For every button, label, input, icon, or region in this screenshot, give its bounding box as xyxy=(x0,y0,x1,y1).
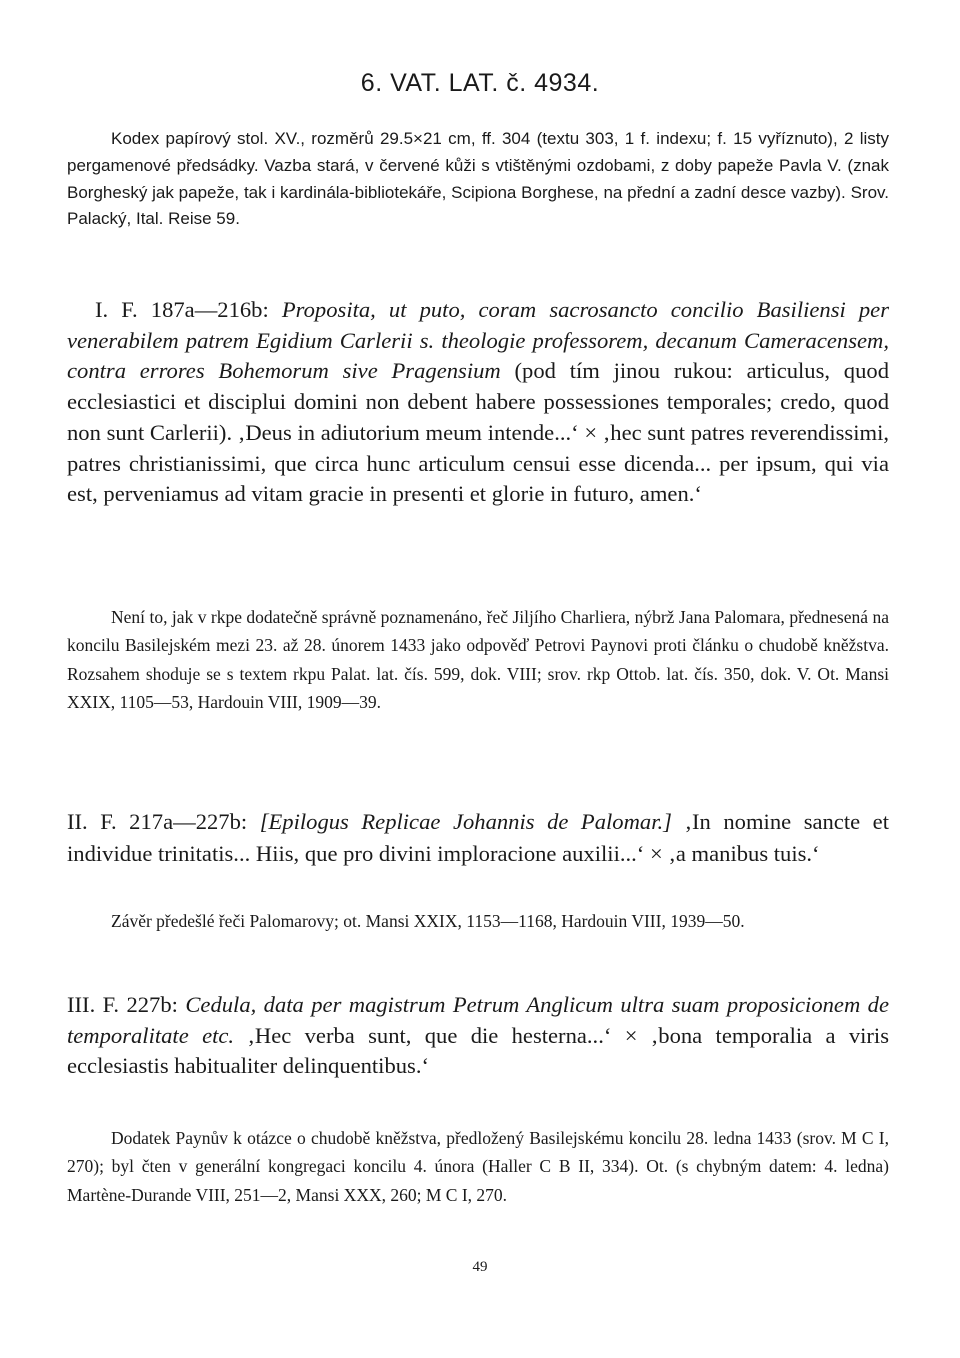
codex-description: Kodex papírový stol. XV., rozměrů 29.5×21 cm, ff. 304 (textu 303, 1 f. indexu; f. 15 vyříznuto), 2 listy pergamenové předsádky. Vazba stará, v červené kůži s vtištěnými ozdobami, z doby papeže Pavla V. (znak Borgheský jak papeže, tak i kardinála-bibliotekáře, Scipiona Borghese, na přední a zadní desce vazby). Srov. Palacký, Ital. Reise 59. xyxy=(67,129,889,229)
entry-2-note: Závěr předešlé řeči Palomarovy; ot. Mansi XXIX, 1153—1168, Hardouin VIII, 1939—50. xyxy=(111,911,745,931)
page-title: 6. VAT. LAT. č. 4934. xyxy=(360,69,600,97)
entry-2 xyxy=(67,806,889,870)
entry-3-heading: III. F. 227b: xyxy=(67,992,178,1017)
entry-2-heading: II. F. 217a—227b: xyxy=(67,809,248,834)
entry-1-title: Proposita, ut puto, coram sacrosancto concilio Basiliensi per venerabilem patrem Egidium Carlerii s. theologie professorem, decanum Cameracensem, contra errores Bohemorum sive Pragensium xyxy=(67,297,889,384)
entry-2-title: [Epilogus Replicae Johannis de Palomar.] xyxy=(259,809,672,834)
entry-3 xyxy=(67,990,889,1082)
entry-3-title: Cedula, data per magistrum Petrum Anglicum ultra suam proposicionem de temporalitate etc. xyxy=(67,992,890,1048)
page-number: 49 xyxy=(472,1259,488,1275)
entry-1-heading: I. F. 187a—216b: xyxy=(95,297,269,322)
entry-1-note: Není to, jak v rkpe dodatečně správně poznamenáno, řeč Jiljího Charliera, nýbrž Jana Palomara, přednesená na koncilu Basilejském mezi 23. až 28. únorem 1433 jako odpověď Petrovi Paynovi proti článku o chudobě kněžstva. Rozsahem shoduje se s textem rkpu Palat. lat. čís. 599, dok. VIII; srov. rkp Ottob. lat. čís. 350, dok. V. Ot. Mansi XXIX, 1105—53, Hardouin VIII, 1909—39. xyxy=(67,607,889,713)
entry-1 xyxy=(67,295,889,510)
entry-1-text: (pod tím jinou rukou: articulus, quod ecclesiastici et disciplui domini non debent habere possessiones temporales; credo, quod non sunt Carlerii). ‚Deus in adiutorium meum intende...‘ × ‚hec sunt patres reverendissimi, patres christianissimi, que circa hunc articulum censui esse dicenda... per ipsum, qui via est, perveniamus ad vitam gracie in presenti et glorie in futuro, amen.‘ xyxy=(67,358,889,507)
entry-2-text: ‚In nomine sancte et individue trinitatis... Hiis, que pro divini imploracione auxilii...‘ × ‚a manibus tuis.‘ xyxy=(67,809,889,866)
entry-3-text: ‚Hec verba sunt, que die hesterna...‘ × ‚bona temporalia a viris ecclesiastis habitualiter delinquentibus.‘ xyxy=(67,1022,889,1079)
entry-3-note: Dodatek Paynův k otázce o chudobě kněžstva, předložený Basilejskému koncilu 28. ledna 1433 (srov. M C I, 270); byl čten v generální kongregaci koncilu 4. února (Haller C B II, 334). Ot. (s chybným datem: 4. ledna) Martène-Durande VIII, 251—2, Mansi XXX, 260; M C I, 270. xyxy=(67,1128,889,1205)
